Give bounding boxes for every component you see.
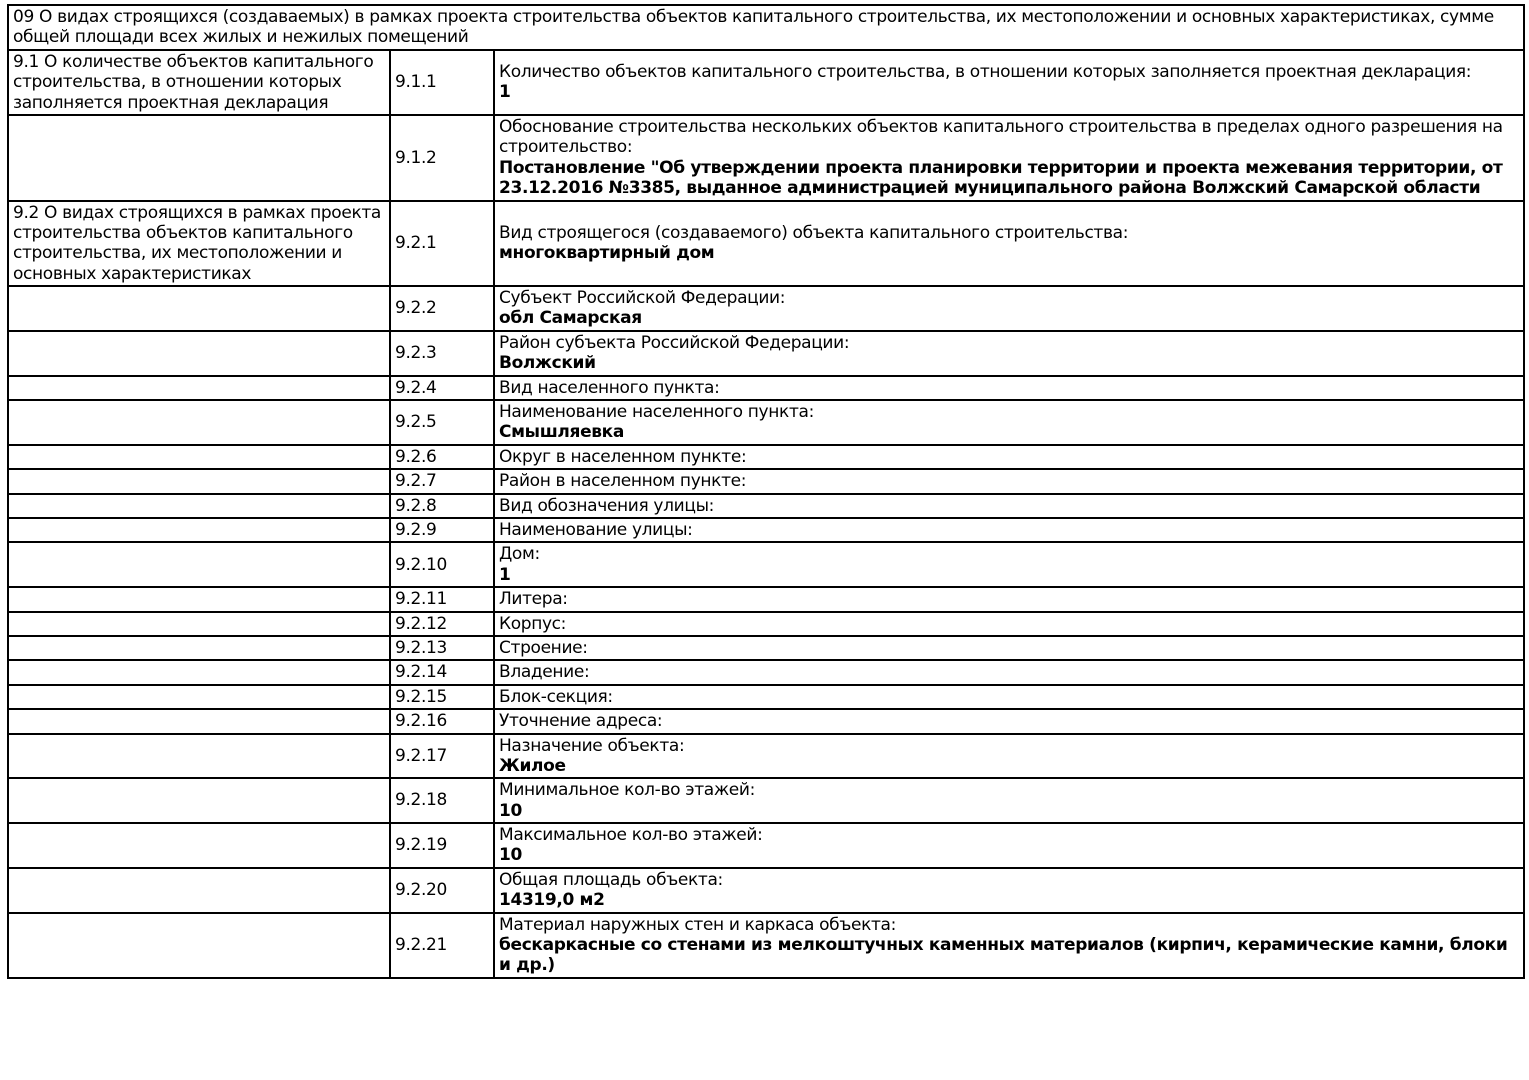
section-label-cell — [8, 445, 390, 469]
field-value: 14319,0 м2 — [499, 890, 605, 911]
table-row — [8, 685, 1524, 709]
row-number-cell: 9.2.12 — [390, 612, 494, 636]
field-cell — [494, 115, 1524, 201]
table-body — [8, 5, 1524, 978]
section-label-cell — [8, 331, 390, 376]
table-row — [8, 376, 1524, 400]
section-label-cell — [8, 734, 390, 779]
field-label: Наименование улицы: — [499, 519, 693, 540]
field-label: Материал наружных стен и каркаса объекта: — [499, 914, 897, 935]
table-row — [8, 400, 1524, 445]
section-label-cell — [8, 660, 390, 684]
row-number-cell: 9.2.13 — [390, 636, 494, 660]
field-label: Назначение объекта: — [499, 735, 685, 756]
field-label: Округ в населенном пункте: — [499, 446, 747, 467]
section-label-cell — [8, 778, 390, 823]
section-label-cell — [8, 542, 390, 587]
field-value: обл Самарская — [499, 308, 642, 329]
field-cell — [494, 913, 1524, 978]
field-cell — [494, 494, 1524, 518]
field-cell — [494, 542, 1524, 587]
table-row — [8, 50, 1524, 115]
field-value: Волжский — [499, 353, 596, 374]
row-number-cell: 9.2.6 — [390, 445, 494, 469]
field-value: Жилое — [499, 755, 566, 776]
field-label: Вид населенного пункта: — [499, 377, 720, 398]
section-label-cell — [8, 868, 390, 913]
field-value: Постановление "Об утверждении проекта планировки территории и проекта межевания территории, от 23.12.2016 №3385, выданное администрацией муниципального района Волжский Самарской области — [499, 157, 1503, 199]
table-row — [8, 201, 1524, 287]
row-number-cell: 9.2.11 — [390, 587, 494, 611]
field-cell — [494, 201, 1524, 287]
row-number-cell: 9.2.19 — [390, 823, 494, 868]
table-row — [8, 494, 1524, 518]
section-label-cell — [8, 469, 390, 493]
row-number-cell: 9.1.2 — [390, 115, 494, 201]
field-cell — [494, 685, 1524, 709]
section-09-header: 09 О видах строящихся (создаваемых) в рамках проекта строительства объектов капитального строительства, их местоположении и основных характеристиках, сумме общей площади всех жилых и нежилых помещений — [8, 5, 1524, 50]
row-number-cell: 9.2.9 — [390, 518, 494, 542]
field-label: Обоснование строительства нескольких объектов капитального строительства в пределах одного разрешения на строительство: — [499, 116, 1503, 158]
table-row — [8, 542, 1524, 587]
project-declaration-table — [7, 4, 1525, 979]
field-label: Блок-секция: — [499, 686, 613, 707]
row-number-cell: 9.2.14 — [390, 660, 494, 684]
row-number-cell: 9.2.7 — [390, 469, 494, 493]
section-label-cell — [8, 913, 390, 978]
field-cell — [494, 400, 1524, 445]
table-row — [8, 286, 1524, 331]
field-label: Дом: — [499, 544, 540, 565]
field-label: Владение: — [499, 662, 590, 683]
row-number-cell: 9.2.15 — [390, 685, 494, 709]
field-label: Литера: — [499, 589, 568, 610]
row-number-cell: 9.2.8 — [390, 494, 494, 518]
section-label-cell — [8, 376, 390, 400]
section-label-cell — [8, 709, 390, 733]
field-label: Район субъекта Российской Федерации: — [499, 332, 850, 353]
field-cell — [494, 778, 1524, 823]
field-value: Смышляевка — [499, 422, 624, 443]
table-row — [8, 913, 1524, 978]
table-row — [8, 331, 1524, 376]
row-number-cell: 9.2.2 — [390, 286, 494, 331]
section-label-cell — [8, 518, 390, 542]
row-number-cell: 9.2.3 — [390, 331, 494, 376]
field-value: 1 — [499, 564, 511, 585]
section-label-cell — [8, 286, 390, 331]
field-cell — [494, 50, 1524, 115]
row-number-cell: 9.2.21 — [390, 913, 494, 978]
row-number-cell: 9.2.5 — [390, 400, 494, 445]
section-label-cell — [8, 494, 390, 518]
table-row — [8, 469, 1524, 493]
table-row — [8, 587, 1524, 611]
table-header-row — [8, 5, 1524, 50]
field-cell — [494, 587, 1524, 611]
field-value: 1 — [499, 82, 511, 103]
field-label: Уточнение адреса: — [499, 711, 663, 732]
table-row — [8, 734, 1524, 779]
field-label: Общая площадь объекта: — [499, 869, 723, 890]
field-cell — [494, 376, 1524, 400]
field-cell — [494, 823, 1524, 868]
field-label: Наименование населенного пункта: — [499, 402, 814, 423]
section-label-cell — [8, 612, 390, 636]
row-number-cell: 9.1.1 — [390, 50, 494, 115]
row-number-cell: 9.2.4 — [390, 376, 494, 400]
field-label: Вид строящегося (создаваемого) объекта капитального строительства: — [499, 222, 1129, 243]
section-label-cell: 9.2 О видах строящихся в рамках проекта строительства объектов капитального строительства, их местоположении и основных характеристиках — [8, 201, 390, 287]
row-number-cell: 9.2.16 — [390, 709, 494, 733]
section-label-cell — [8, 636, 390, 660]
table-row — [8, 709, 1524, 733]
table-row — [8, 636, 1524, 660]
table-row — [8, 612, 1524, 636]
section-label-cell: 9.1 О количестве объектов капитального строительства, в отношении которых заполняется проектная декларация — [8, 50, 390, 115]
field-value: многоквартирный дом — [499, 243, 715, 264]
field-label: Максимальное кол-во этажей: — [499, 825, 763, 846]
field-label: Строение: — [499, 637, 588, 658]
section-label-cell — [8, 587, 390, 611]
field-cell — [494, 636, 1524, 660]
field-label: Субъект Российской Федерации: — [499, 288, 786, 309]
section-label-cell — [8, 115, 390, 201]
table-row — [8, 445, 1524, 469]
row-number-cell: 9.2.18 — [390, 778, 494, 823]
field-value: бескаркасные со стенами из мелкоштучных каменных материалов (кирпич, керамические камни, блоки и др.) — [499, 935, 1508, 976]
field-label: Район в населенном пункте: — [499, 471, 747, 492]
field-cell — [494, 612, 1524, 636]
field-cell — [494, 286, 1524, 331]
field-label: Количество объектов капитального строительства, в отношении которых заполняется проектная декларация: — [499, 61, 1472, 82]
row-number-cell: 9.2.17 — [390, 734, 494, 779]
table-row — [8, 660, 1524, 684]
section-label-cell — [8, 400, 390, 445]
field-value: 10 — [499, 845, 522, 866]
field-cell — [494, 868, 1524, 913]
field-cell — [494, 469, 1524, 493]
row-number-cell: 9.2.20 — [390, 868, 494, 913]
field-cell — [494, 445, 1524, 469]
row-number-cell: 9.2.10 — [390, 542, 494, 587]
table-row — [8, 868, 1524, 913]
row-number-cell: 9.2.1 — [390, 201, 494, 287]
table-row — [8, 518, 1524, 542]
table-row — [8, 778, 1524, 823]
section-label-cell — [8, 685, 390, 709]
field-cell — [494, 518, 1524, 542]
field-cell — [494, 331, 1524, 376]
field-cell — [494, 660, 1524, 684]
table-row — [8, 115, 1524, 201]
section-label-cell — [8, 823, 390, 868]
field-label: Вид обозначения улицы: — [499, 495, 715, 516]
field-value: 10 — [499, 800, 522, 821]
field-cell — [494, 709, 1524, 733]
field-label: Минимальное кол-во этажей: — [499, 780, 755, 801]
field-cell — [494, 734, 1524, 779]
field-label: Корпус: — [499, 613, 567, 634]
table-row — [8, 823, 1524, 868]
